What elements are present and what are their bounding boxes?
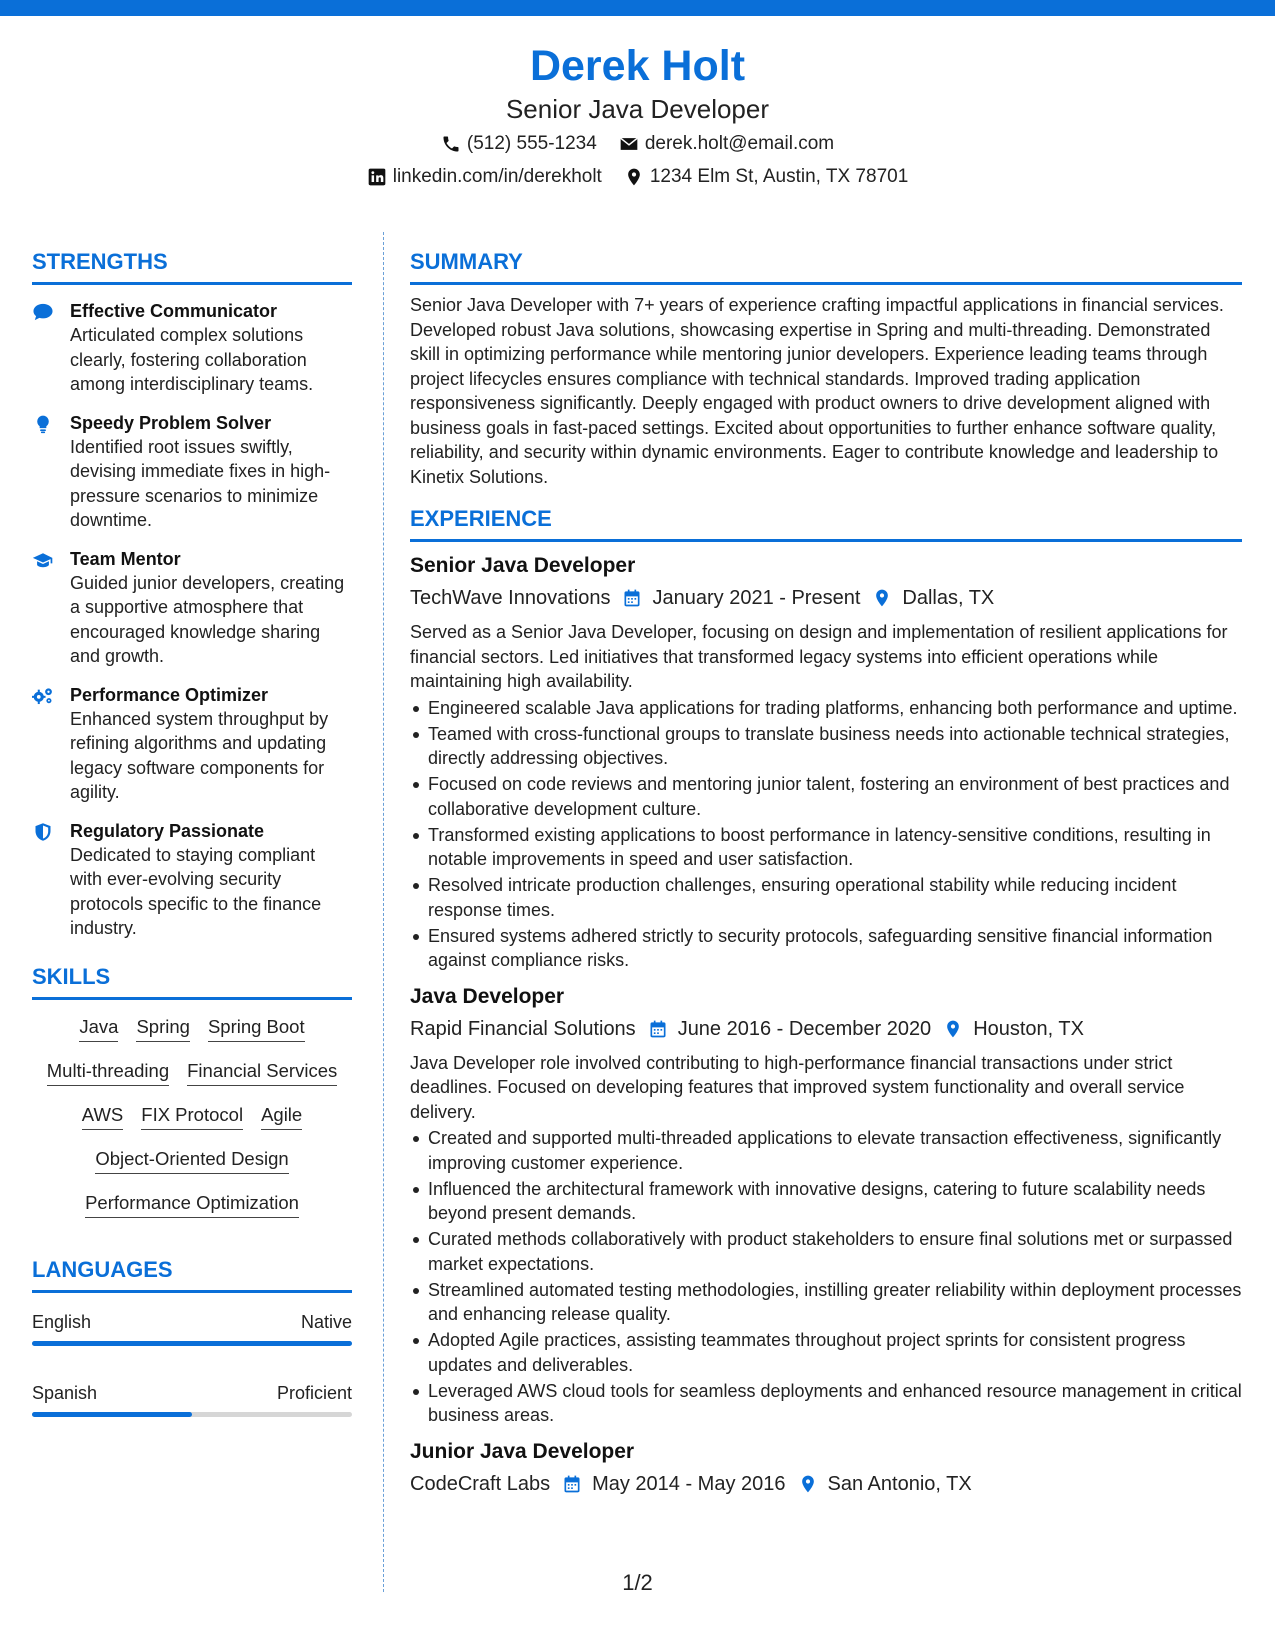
strength-title: Speedy Problem Solver [70,412,272,433]
contact-row-2 [0,161,1275,192]
job-meta [410,1468,1242,1500]
job-location: Dallas, TX [902,587,995,609]
job-entry [410,983,1242,1428]
language-level: Native [300,1311,352,1332]
job-meta [410,582,1242,614]
job-bullets [410,1126,1242,1428]
phone-text: (512) 555-1234 [466,133,597,154]
skill-tag: FIX Protocol [141,1102,243,1130]
skill-tag: Object-Oriented Design [95,1146,288,1174]
map-pin-icon [798,1474,818,1494]
calendar-icon [622,588,642,608]
left-column [32,248,352,1417]
candidate-role: Senior Java Developer [505,94,770,124]
gears-icon [32,686,54,706]
job-bullet: Transformed existing applications to boost performance in latency-sensitive conditions, resulting in notable improvements in speed and user satisfaction. [410,823,1242,872]
strengths-heading: STRENGTHS [32,248,352,285]
strength-title: Effective Communicator [70,301,278,321]
skill-tag: AWS [82,1102,123,1130]
strength-desc: Enhanced system throughput by refining algorithms and updating legacy software components for agility. [70,708,329,802]
summary-text: Senior Java Developer with 7+ years of experience crafting impactful applications in financial services. Developed robust Java solutions, showcasing expertise in Spring and multi-threading. Demonstrated skill in optimizing performance while mentoring junior developers. Experience leading teams through project lifecycles ensures compliance with technical standards. Improved trading application responsiveness significantly. Deeply engaged with product owners to drive development aligned with business goals in fast-paced settings. Excited about opportunities to further enhance software quality, reliability, and security within dynamic environments. Eager to contribute knowledge and leadership to Kinetix Solutions. [410,295,1224,487]
language-level: Proficient [276,1382,352,1403]
map-pin-icon [943,1019,963,1039]
envelope-icon [619,134,639,154]
language-item [32,1380,352,1417]
language-proficiency-fill [32,1412,192,1417]
strength-item [32,547,352,669]
map-pin-icon [624,167,644,187]
job-bullet: Influenced the architectural framework with innovative designs, catering to future scalability needs beyond present demands. [410,1177,1242,1226]
language-proficiency-fill [32,1341,352,1346]
email-contact[interactable] [619,128,834,159]
phone-contact [441,128,597,159]
job-company: CodeCraft Labs [410,1472,551,1495]
job-entry [410,1438,1242,1500]
strength-desc: Articulated complex solutions clearly, fostering collaboration among interdisciplinary teams. [70,325,314,394]
shield-icon [32,822,54,842]
job-bullet: Focused on code reviews and mentoring junior talent, fostering an environment of best practices and collaborative development culture. [410,772,1242,821]
job-bullet: Streamlined automated testing methodologies, instilling greater reliability within deployment processes and enhancing release quality. [410,1278,1242,1327]
graduation-cap-icon [32,550,54,570]
skill-tag: Agile [261,1102,302,1130]
calendar-icon [562,1474,582,1494]
strength-desc: Identified root issues swiftly, devising immediate fixes in high-pressure scenarios to minimize downtime. [70,436,331,530]
right-column [410,248,1242,1500]
column-divider [383,232,384,1592]
job-bullet: Created and supported multi-threaded applications to elevate transaction effectiveness, significantly improving customer experience. [410,1126,1242,1175]
map-pin-icon [872,588,892,608]
job-bullet: Teamed with cross-functional groups to translate business needs into actionable technical strategies, directly addressing objectives. [410,722,1242,771]
language-proficiency-bar [32,1412,352,1417]
summary-heading: SUMMARY [410,248,1242,285]
skill-tag: Java [79,1014,118,1042]
job-dates: June 2016 - December 2020 [677,1017,932,1040]
languages-heading: LANGUAGES [32,1256,352,1293]
language-name: Spanish [32,1382,98,1403]
strength-item [32,299,352,397]
job-company: Rapid Financial Solutions [410,1017,636,1040]
job-title: Senior Java Developer [410,554,636,577]
skill-tag: Spring [136,1014,189,1042]
email-text: derek.holt@email.com [644,133,835,154]
skill-tag: Spring Boot [208,1014,305,1042]
job-dates: January 2021 - Present [652,587,861,609]
strength-item [32,819,352,941]
job-company: TechWave Innovations [410,587,611,609]
job-title: Java Developer [410,984,565,1008]
strength-title: Team Mentor [70,548,181,569]
language-proficiency-bar [32,1341,352,1346]
job-title: Junior Java Developer [410,1439,635,1463]
skill-tag: Performance Optimization [85,1190,299,1218]
strength-desc: Guided junior developers, creating a supportive atmosphere that encouraged knowledge sharing and growth. [70,572,345,666]
job-bullet: Ensured systems adhered strictly to security protocols, safeguarding sensitive financial information against compliance risks. [410,924,1242,973]
language-name: English [32,1311,92,1332]
job-dates: May 2014 - May 2016 [592,1472,786,1495]
job-location: Houston, TX [973,1017,1084,1040]
skill-tag: Financial Services [187,1058,337,1086]
job-location: San Antonio, TX [827,1472,972,1495]
job-bullet: Curated methods collaboratively with product stakeholders to ensure final solutions met or surpassed market expectations. [410,1227,1242,1276]
linkedin-icon [367,167,387,187]
resume-header [0,40,1275,192]
lightbulb-icon [32,414,54,434]
phone-icon [441,134,461,154]
strength-item [32,683,352,805]
address-text: 1234 Elm St, Austin, TX 78701 [649,166,909,187]
page-number: 1/2 [622,1570,653,1595]
strength-item [32,411,352,533]
calendar-icon [648,1019,668,1039]
candidate-name: Derek Holt [529,42,746,90]
job-entry [410,552,1242,973]
address-contact [624,161,908,192]
job-bullets [410,696,1242,973]
job-bullet: Adopted Agile practices, assisting teammates throughout project sprints for consistent progress updates and deliverables. [410,1328,1242,1377]
strength-desc: Dedicated to staying compliant with ever-evolving security protocols specific to the finance industry. [70,844,322,938]
job-description: Served as a Senior Java Developer, focusing on design and implementation of resilient applications for financial sectors. Led initiatives that transformed legacy systems into efficient operations while maintaining high availability. [410,622,1228,691]
chat-bubble-icon [32,302,54,322]
job-bullet: Resolved intricate production challenges, ensuring operational stability while reducing incident response times. [410,873,1242,922]
job-bullet: Leveraged AWS cloud tools for seamless deployments and enhanced resource management in critical business areas. [410,1379,1242,1428]
linkedin-contact[interactable] [367,161,602,192]
job-description: Java Developer role involved contributing to high-performance financial transactions under strict deadlines. Focused on developing features that improved system functionality and overall service delivery. [410,1052,1185,1122]
skill-tag: Multi-threading [47,1058,169,1086]
linkedin-text: linkedin.com/in/derekholt [392,166,602,187]
experience-heading: EXPERIENCE [410,505,1242,542]
skills-heading: SKILLS [32,963,352,1000]
job-bullet: Engineered scalable Java applications for trading platforms, enhancing both performance and uptime. [410,696,1242,721]
strength-title: Performance Optimizer [70,684,269,705]
top-accent-bar [0,0,1275,16]
job-meta [410,1013,1242,1045]
strength-title: Regulatory Passionate [70,820,265,841]
language-item [32,1309,352,1346]
skills-list [32,1014,352,1218]
contact-row-1 [0,128,1275,159]
